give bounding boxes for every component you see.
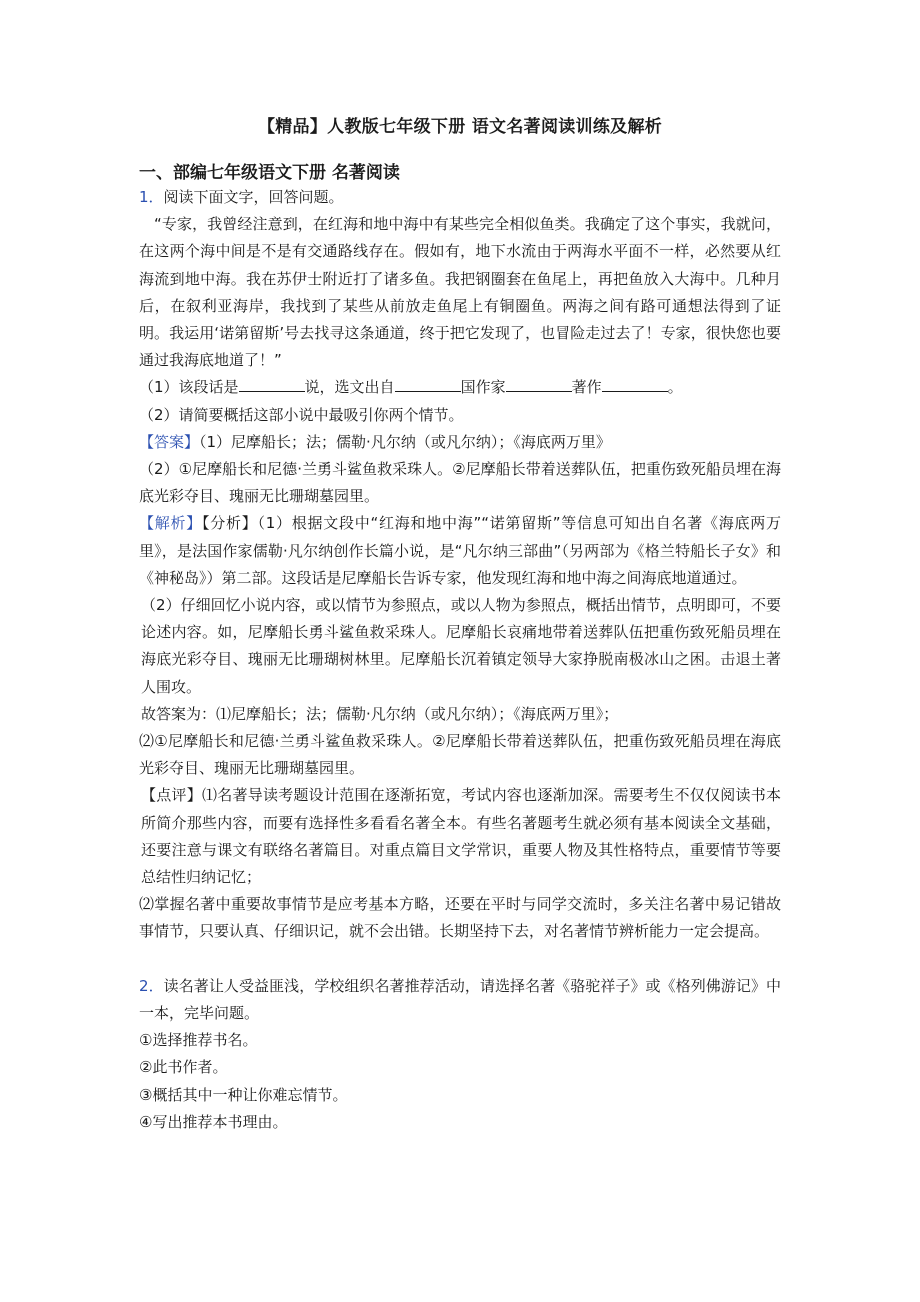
analysis-tag: 【解析】 — [139, 514, 202, 533]
question-number: 1． — [139, 188, 164, 206]
question-1-sub1 — [139, 374, 781, 401]
comment-2: ⑵掌握名著中重要故事情节是应考基本方略，还要在平时与同学交流时，多关注名著中易记错故事情节，只要认真、仔细识记，就不会出错。长期坚持下去，对名著情节辨析能力一定会提高。 — [139, 895, 781, 941]
question-number: 2． — [139, 976, 164, 995]
answer-blank — [395, 377, 461, 392]
sub-question-text: 国作家 — [460, 378, 506, 397]
question-2-item-3: ③概括其中一种让你难忘情节。 — [139, 1085, 348, 1104]
sub-question-text: 著作 — [571, 378, 602, 397]
question-2-item-4: ④写出推荐本书理由。 — [139, 1112, 288, 1131]
answer-line-1 — [139, 429, 781, 456]
question-text: 阅读下面文字，回答问题。 — [163, 188, 344, 206]
question-text: 读名著让人受益匪浅，学校组织名著推荐活动，请选择名著《骆驼祥子》或《格列佛游记》中一本，完毕问题。 — [139, 976, 781, 1022]
document-body — [139, 184, 781, 1136]
final-answer-1: 故答案为：⑴尼摩船长；法；儒勒·凡尔纳（或凡尔纳）；《海底两万里》； — [141, 704, 619, 723]
comment-1: 【点评】⑴名著导读考题设计范围在逐渐拓宽，考试内容也逐渐加深。需要考生不仅仅阅读书本所简介那些内容，而要有选择性多看看名著全本。有些名著题考生就必须有基本阅读全文基础，还要注意与课文有联络名著篇目。对重点篇目文学常识，重要人物及其性格特点，重要情节等要总结性归纳记忆； — [141, 786, 781, 887]
document-title: 【精品】人教版七年级下册 语文名著阅读训练及解析 — [257, 117, 663, 137]
section-heading: 一、部编七年级语文下册 名著阅读 — [139, 163, 400, 183]
question-2-item-2: ②此书作者。 — [139, 1058, 228, 1077]
question-2-item-1: ①选择推荐书名。 — [139, 1031, 258, 1050]
spacer — [139, 946, 781, 973]
question-2-prompt — [139, 973, 781, 1027]
answer-blank — [506, 377, 572, 392]
answer-tag: 【答案】 — [139, 432, 200, 451]
answer-blank — [602, 377, 668, 392]
question-1-sub2: （2）请简要概括这部小说中最吸引你两个情节。 — [139, 405, 464, 424]
answer-line-2: （2）①尼摩船长和尼德·兰勇斗鲨鱼救采珠人。②尼摩船长带着送葬队伍，把重伤致死船员埋在海底光彩夺目、瑰丽无比珊瑚墓园里。 — [139, 460, 781, 506]
question-1-prompt — [139, 184, 781, 211]
final-answer-2: ⑵①尼摩船长和尼德·兰勇斗鲨鱼救采珠人。②尼摩船长带着送葬队伍，把重伤致死船员埋在海底光彩夺目、瑰丽无比珊瑚墓园里。 — [139, 732, 781, 778]
analysis-text: 【分析】（1）根据文段中“红海和地中海”“诺第留斯”等信息可知出自名著《海底两万里》，是法国作家儒勒·凡尔纳创作长篇小说，是“凡尔纳三部曲”（另两部为《格兰特船长子女》和《神秘岛》）第二部。这段话是尼摩船长告诉专家，他发现红海和地中海之间海底地道通过。 — [139, 514, 781, 587]
answer-text: （1）尼摩船长；法；儒勒·凡尔纳（或凡尔纳）；《海底两万里》 — [199, 432, 611, 451]
question-1-passage: “专家，我曾经注意到，在红海和地中海中有某些完全相似鱼类。我确定了这个事实，我就问，在这两个海中间是不是有交通路线存在。假如有，地下水流由于两海水平面不一样，必然要从红海流到地中海。我在苏伊士附近打了诸多鱼。我把钢圈套在鱼尾上，再把鱼放入大海中。几种月后，在叙利亚海岸，我找到了某些从前放走鱼尾上有铜圈鱼。两海之间有路可通想法得到了证明。我运用‘诺第留斯’号去找寻这条通道，终于把它发现了，也冒险走过去了！专家，很快您也要通过我海底地道了！” — [139, 215, 781, 370]
analysis-1 — [139, 510, 781, 592]
sub-question-text: （1）该段话是 — [139, 378, 239, 397]
sub-question-text: 说，选文出自 — [304, 378, 395, 397]
analysis-2: （2）仔细回忆小说内容，或以情节为参照点，或以人物为参照点，概括出情节，点明即可，不要论述内容。如，尼摩船长勇斗鲨鱼救采珠人。尼摩船长哀痛地带着送葬队伍把重伤致死船员埋在海底光彩夺目、瑰丽无比珊瑚树林里。尼摩船长沉着镇定领导大家挣脱南极冰山之困。击退土著人围攻。 — [141, 596, 781, 696]
answer-blank — [239, 377, 305, 392]
sub-question-text: 。 — [667, 378, 683, 397]
